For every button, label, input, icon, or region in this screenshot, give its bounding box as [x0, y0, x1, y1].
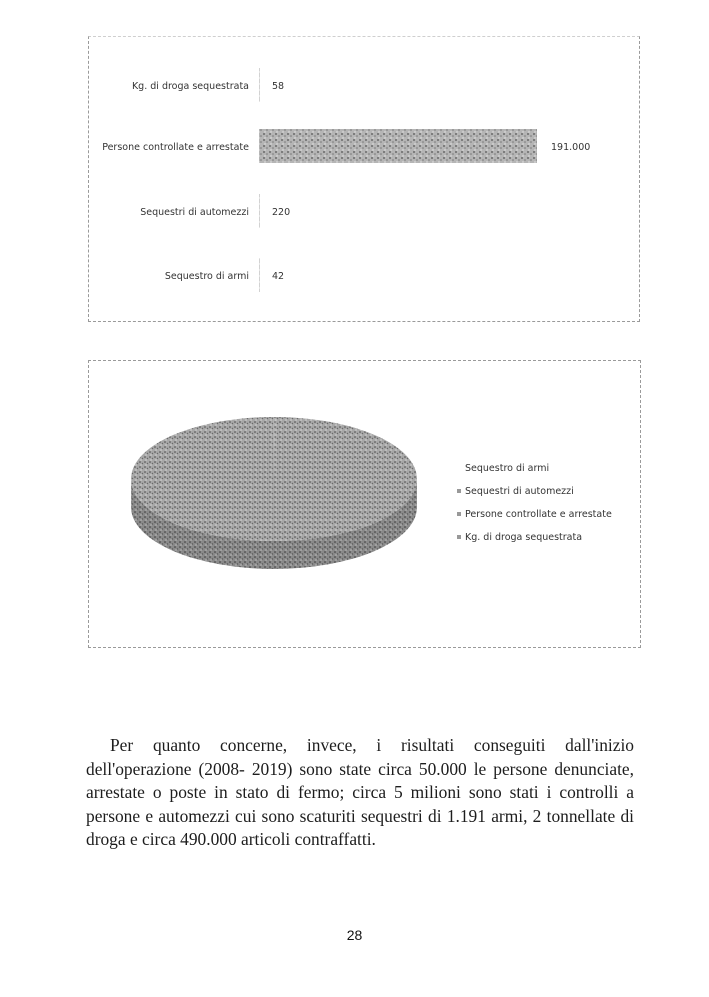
bar-value-label: 220: [272, 207, 291, 218]
bar: [259, 68, 260, 102]
legend-marker: [457, 466, 461, 470]
legend-marker: [457, 512, 461, 516]
bar-category-label: Kg. di droga sequestrata: [131, 81, 249, 92]
bar-value-label: 191.000: [551, 142, 591, 153]
bar: [259, 194, 260, 228]
bar-value-label: 58: [272, 81, 285, 92]
body-paragraph: Per quanto concerne, invece, i risultati conseguiti dall'inizio dell'operazione (2008- 2019) sono state circa 50.000 le persone denunciate, arrestate o poste in stato di fermo; circa 5 milioni sono stati i controlli a persone e automezzi cui sono scaturiti sequestri di 1.191 armi, 2 tonnellate di droga e circa 490.000 articoli contraffatti.: [86, 735, 634, 850]
legend-entry: Persone controllate e arrestate: [465, 509, 612, 520]
pie-chart-frame: [88, 360, 641, 648]
bar: [259, 258, 260, 292]
pie-chart: [89, 361, 640, 647]
legend-entry: Kg. di droga sequestrata: [465, 532, 583, 543]
legend-marker: [457, 535, 461, 539]
legend-marker: [457, 489, 461, 493]
bar-category-label: Sequestro di armi: [164, 271, 249, 282]
bar-value-label: 42: [272, 271, 285, 282]
bar: [259, 129, 537, 163]
legend-entry: Sequestri di automezzi: [465, 486, 574, 497]
page-number: 28: [346, 927, 363, 943]
bar-chart-frame: [88, 36, 640, 322]
bar-chart: [89, 37, 639, 321]
legend-entry: Sequestro di armi: [465, 463, 550, 474]
bar-category-label: Persone controllate e arrestate: [102, 142, 249, 153]
bar-category-label: Sequestri di automezzi: [140, 207, 249, 218]
